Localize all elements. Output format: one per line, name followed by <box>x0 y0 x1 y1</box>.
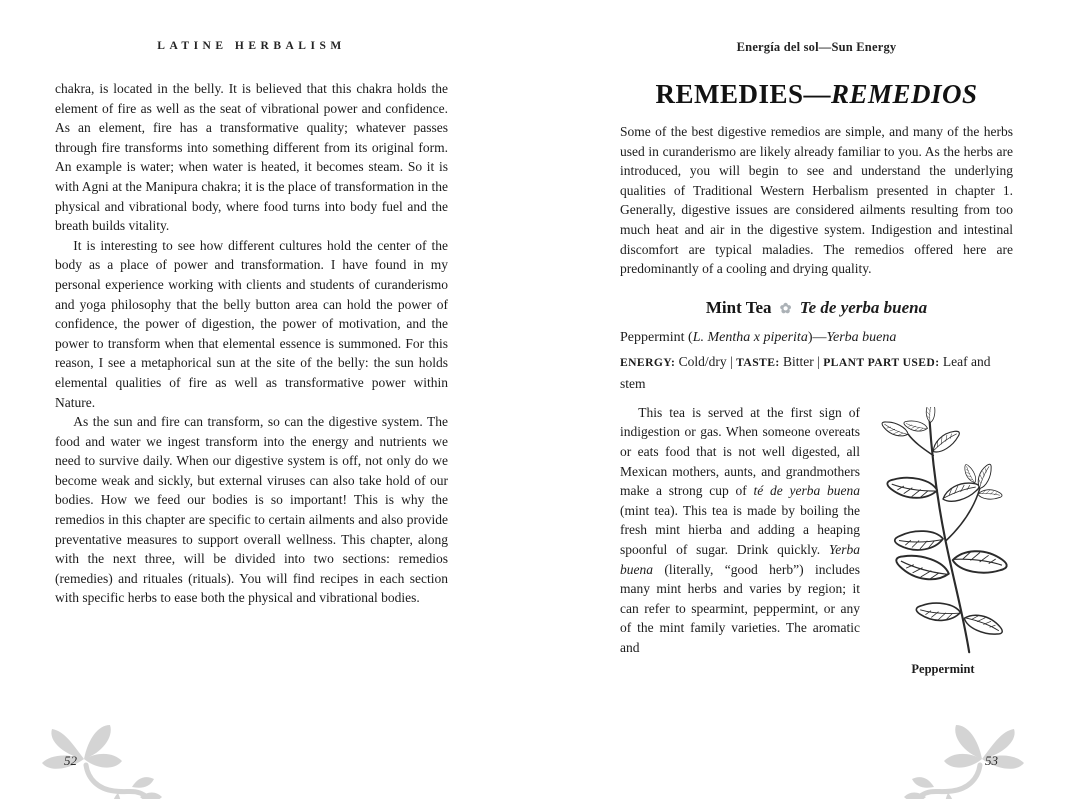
remedy-subtitle: Te de yerba buena <box>799 297 928 317</box>
running-head-right: Energía del sol—Sun Energy <box>736 40 897 54</box>
paragraph-1: chakra, is located in the belly. It is believed that this chakra holds the element of fire as well as the seat of vibrational power and confidence. As an element, fire has a transformative quality; whatever passes through fire transforms into something different from its original form. An example is water; when water is heated, it becomes steam. So it is with Agni at the Manipura chakra; it is the place of transformation in the physical and vibrational body, where food turns into body fuel and the breath builds vitality. <box>55 81 448 234</box>
page-number-right: 53 <box>985 753 998 768</box>
remedy-body-row <box>620 403 1013 677</box>
flower-ornament-left <box>22 719 198 799</box>
remedy-body-text: This tea is served at the first sign of indigestion or gas. When someone overeats or eats food that is not well digested, all Mexican mothers, aunts, and grandmothers make a strong cup of té de yerba buena (mint tea). This tea is made by boiling the fresh mint hierba and adding a heaping spoonful of sugar. Drink quickly. Yerba buena (literally, “good herb”) includes many mint herbs and varies by region; it can refer to spearmint, peppermint, or any of the mint family varieties. The aromatic and <box>620 404 861 655</box>
paragraph-3: As the sun and fire can transform, so can the digestive system. The food and water we ingest transform into the energy and nutrients we need to survive daily. When our digestive system is off, not only do we become weak and sickly, but external viruses can also take hold of our bodies. How we feed our bodies is so important! This is why the remedios in this chapter are specific to certain ailments and also provide preventative measures to support overall wellness. This chapter, along with the next three, will be divided into two sections: remedios (remedies) and rituales (rituals). You will find recipes in each section with specific herbs to ease both the physical and vibrational bodies. <box>55 414 448 606</box>
remedy-name: Mint Tea <box>705 297 772 317</box>
section-title: REMEDIES—REMEDIOS <box>655 79 978 109</box>
page-right <box>620 0 1013 677</box>
illustration-caption: Peppermint <box>911 661 975 676</box>
page-number-left: 52 <box>64 753 77 768</box>
left-text-column <box>55 79 448 608</box>
peppermint-plant-drawing <box>875 407 1011 659</box>
herb-botanical-line: Peppermint (L. Mentha x piperita)—Yerba buena <box>620 329 897 345</box>
running-head-left: LATINE HERBALISM <box>157 40 346 52</box>
paragraph-2: It is interesting to see how different cultures hold the center of the body as a place of power and transformation. I have found in my personal experience working with clients and students of curanderismo and yoga philosophy that the belly button area can hold the power of confidence, the power of digestion, the power of motivation, and the power to transform when that elemental essence is summoned. For this reason, I see a metaphorical sun at the site of the belly: the sun holds elemental qualities of fire as well as transformative power within Nature. <box>55 237 448 410</box>
flower-icon: ✿ <box>779 301 792 317</box>
herb-attributes-line: ENERGY: Cold/dry | TASTE: Bitter | PLANT PART USED: Leaf and stem <box>620 353 991 391</box>
intro-paragraph: Some of the best digestive remedios are simple, and many of the herbs used in curanderismo are likely already familiar to you. As the herbs are introduced, you will begin to see and understand the underlying qualities of Traditional Western Herbalism presented in chapter 1. Generally, digestive issues are considered ailments resulting from too much heat and air in the digestive system. Indigestion and intestinal discomfort are typical maladies. The remedios offered here are predominantly of a cooling and drying quality. <box>620 124 1013 277</box>
flower-ornament-right <box>868 719 1044 799</box>
remedy-heading <box>620 298 1013 320</box>
peppermint-illustration <box>873 403 1013 677</box>
page-left <box>55 0 448 608</box>
